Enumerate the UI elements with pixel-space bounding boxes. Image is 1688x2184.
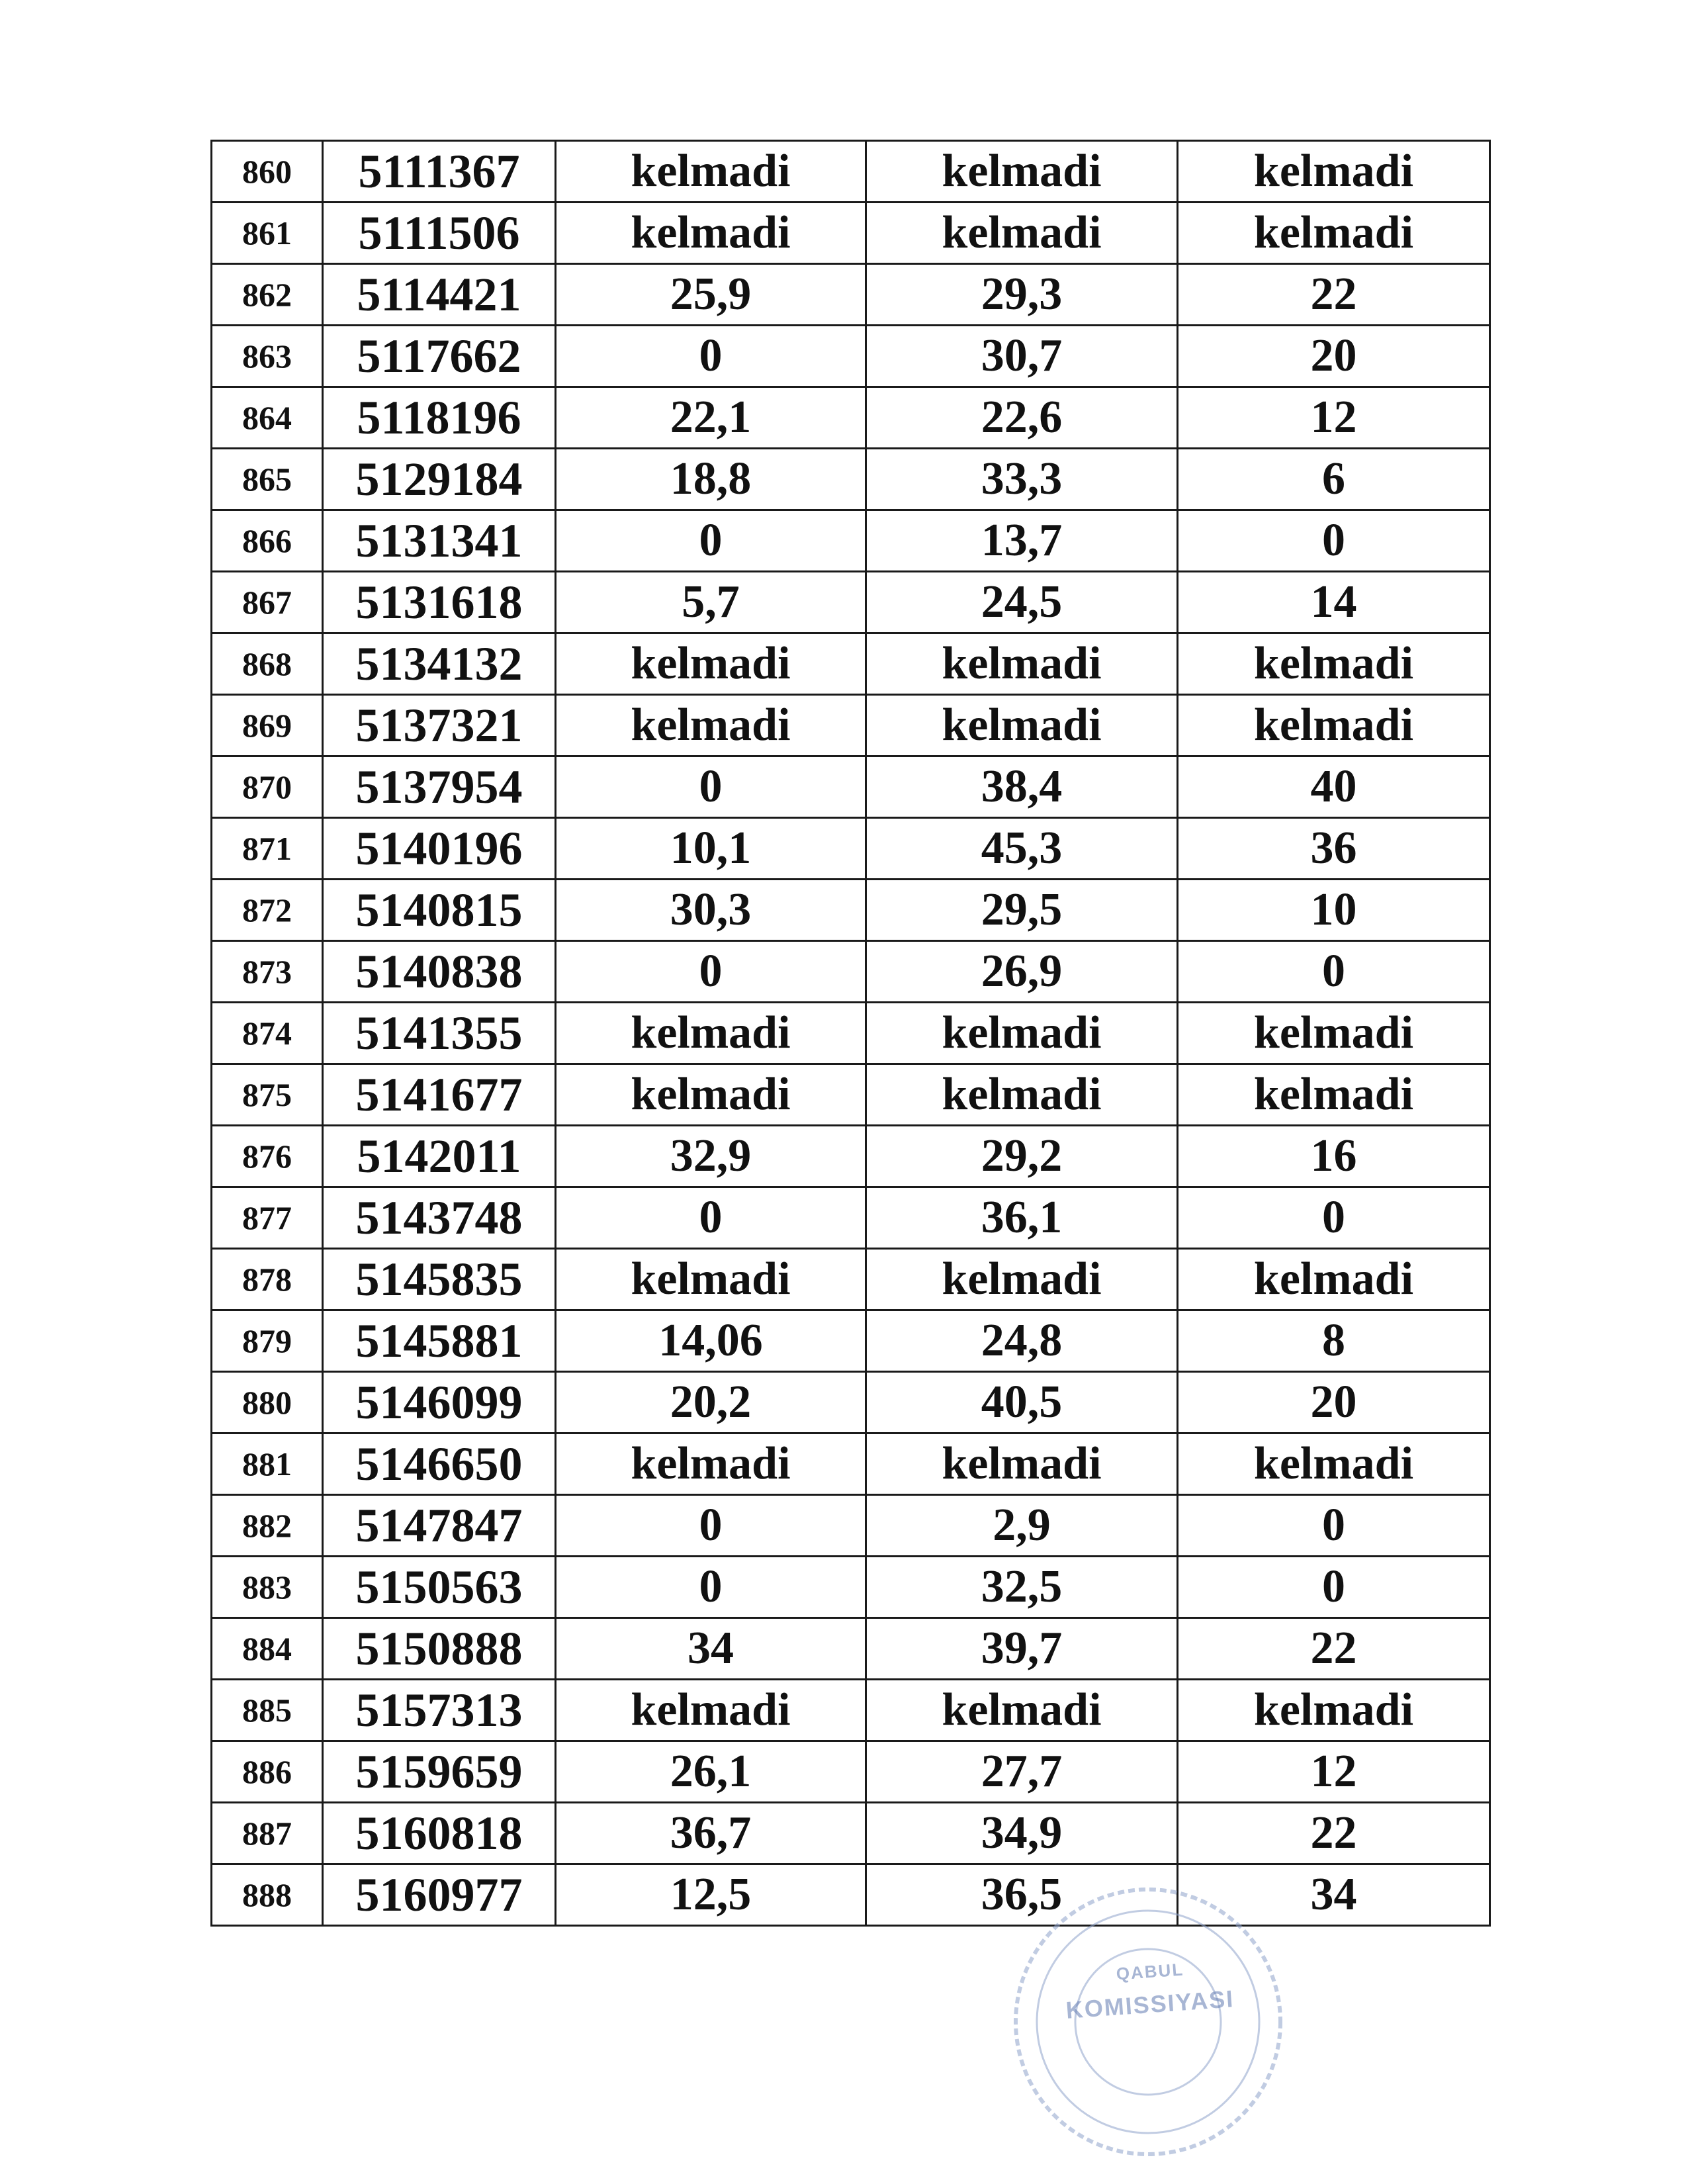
table-row (212, 1064, 1490, 1126)
table-row (212, 1249, 1490, 1310)
score-1-cell: 14,06 (556, 1310, 866, 1372)
table-row (212, 572, 1490, 633)
score-2-cell: 36,5 (866, 1864, 1178, 1926)
applicant-id-cell: 5134132 (323, 633, 556, 695)
row-number-cell: 888 (212, 1864, 323, 1926)
table-row (212, 633, 1490, 695)
row-number-cell: 870 (212, 756, 323, 818)
score-3-cell: kelmadi (1178, 633, 1490, 695)
table-row (212, 880, 1490, 941)
score-1-cell: 5,7 (556, 572, 866, 633)
score-1-cell: 0 (556, 510, 866, 572)
score-1-cell: 25,9 (556, 264, 866, 326)
score-3-cell: kelmadi (1178, 1249, 1490, 1310)
applicant-id-cell: 5147847 (323, 1495, 556, 1557)
score-3-cell: 36 (1178, 818, 1490, 880)
table-row (212, 1803, 1490, 1864)
applicant-id-cell: 5140815 (323, 880, 556, 941)
row-number-cell: 867 (212, 572, 323, 633)
row-number-cell: 862 (212, 264, 323, 326)
score-2-cell: kelmadi (866, 141, 1178, 203)
table-row (212, 1557, 1490, 1618)
score-1-cell: 34 (556, 1618, 866, 1680)
score-1-cell: 20,2 (556, 1372, 866, 1433)
score-3-cell: 22 (1178, 1803, 1490, 1864)
score-2-cell: 24,5 (866, 572, 1178, 633)
row-number-cell: 887 (212, 1803, 323, 1864)
row-number-cell: 879 (212, 1310, 323, 1372)
row-number-cell: 884 (212, 1618, 323, 1680)
score-1-cell: 32,9 (556, 1126, 866, 1187)
score-2-cell: 26,9 (866, 941, 1178, 1003)
row-number-cell: 863 (212, 326, 323, 387)
score-1-cell: 0 (556, 1187, 866, 1249)
applicant-id-cell: 5150563 (323, 1557, 556, 1618)
score-2-cell: 33,3 (866, 449, 1178, 510)
score-1-cell: 10,1 (556, 818, 866, 880)
score-2-cell: kelmadi (866, 633, 1178, 695)
score-1-cell: kelmadi (556, 633, 866, 695)
score-1-cell: kelmadi (556, 1003, 866, 1064)
score-2-cell: 24,8 (866, 1310, 1178, 1372)
score-3-cell: 20 (1178, 326, 1490, 387)
row-number-cell: 866 (212, 510, 323, 572)
score-2-cell: 22,6 (866, 387, 1178, 449)
applicant-id-cell: 5160977 (323, 1864, 556, 1926)
score-3-cell: 0 (1178, 510, 1490, 572)
applicant-id-cell: 5118196 (323, 387, 556, 449)
table-row (212, 1495, 1490, 1557)
score-1-cell: 0 (556, 941, 866, 1003)
row-number-cell: 869 (212, 695, 323, 756)
applicant-id-cell: 5137321 (323, 695, 556, 756)
commission-seal-stamp (1006, 1880, 1290, 2164)
table-row (212, 1741, 1490, 1803)
results-table (210, 140, 1491, 1927)
row-number-cell: 880 (212, 1372, 323, 1433)
table-row (212, 1618, 1490, 1680)
score-3-cell: 6 (1178, 449, 1490, 510)
applicant-id-cell: 5141355 (323, 1003, 556, 1064)
applicant-id-cell: 5114421 (323, 264, 556, 326)
table-row (212, 941, 1490, 1003)
row-number-cell: 885 (212, 1680, 323, 1741)
score-2-cell: 27,7 (866, 1741, 1178, 1803)
score-3-cell: kelmadi (1178, 1680, 1490, 1741)
row-number-cell: 860 (212, 141, 323, 203)
stamp-text-main: KOMISSIYASI (1065, 1985, 1235, 2024)
table-row (212, 141, 1490, 203)
applicant-id-cell: 5131341 (323, 510, 556, 572)
row-number-cell: 871 (212, 818, 323, 880)
applicant-id-cell: 5159659 (323, 1741, 556, 1803)
score-2-cell: kelmadi (866, 695, 1178, 756)
table-row (212, 1372, 1490, 1433)
score-3-cell: kelmadi (1178, 1003, 1490, 1064)
score-3-cell: 34 (1178, 1864, 1490, 1926)
score-1-cell: kelmadi (556, 1433, 866, 1495)
row-number-cell: 865 (212, 449, 323, 510)
score-1-cell: 26,1 (556, 1741, 866, 1803)
table-row (212, 264, 1490, 326)
score-1-cell: kelmadi (556, 1680, 866, 1741)
score-2-cell: 29,2 (866, 1126, 1178, 1187)
score-2-cell: kelmadi (866, 1249, 1178, 1310)
score-2-cell: kelmadi (866, 1064, 1178, 1126)
table-row (212, 1433, 1490, 1495)
applicant-id-cell: 5141677 (323, 1064, 556, 1126)
row-number-cell: 886 (212, 1741, 323, 1803)
score-1-cell: 0 (556, 1557, 866, 1618)
score-3-cell: 0 (1178, 1187, 1490, 1249)
row-number-cell: 873 (212, 941, 323, 1003)
applicant-id-cell: 5146650 (323, 1433, 556, 1495)
applicant-id-cell: 5111367 (323, 141, 556, 203)
score-1-cell: kelmadi (556, 1064, 866, 1126)
score-2-cell: 32,5 (866, 1557, 1178, 1618)
row-number-cell: 864 (212, 387, 323, 449)
score-2-cell: kelmadi (866, 1003, 1178, 1064)
score-1-cell: 22,1 (556, 387, 866, 449)
score-1-cell: kelmadi (556, 203, 866, 264)
table-row (212, 756, 1490, 818)
score-2-cell: 34,9 (866, 1803, 1178, 1864)
applicant-id-cell: 5160818 (323, 1803, 556, 1864)
row-number-cell: 883 (212, 1557, 323, 1618)
table-row (212, 1864, 1490, 1926)
applicant-id-cell: 5137954 (323, 756, 556, 818)
applicant-id-cell: 5145881 (323, 1310, 556, 1372)
score-2-cell: 45,3 (866, 818, 1178, 880)
score-3-cell: 14 (1178, 572, 1490, 633)
score-3-cell: 12 (1178, 1741, 1490, 1803)
applicant-id-cell: 5157313 (323, 1680, 556, 1741)
table-row (212, 695, 1490, 756)
row-number-cell: 882 (212, 1495, 323, 1557)
score-2-cell: 13,7 (866, 510, 1178, 572)
applicant-id-cell: 5131618 (323, 572, 556, 633)
score-3-cell: kelmadi (1178, 695, 1490, 756)
score-3-cell: 16 (1178, 1126, 1490, 1187)
score-2-cell: 40,5 (866, 1372, 1178, 1433)
row-number-cell: 868 (212, 633, 323, 695)
table-row (212, 387, 1490, 449)
score-3-cell: 12 (1178, 387, 1490, 449)
score-3-cell: kelmadi (1178, 1433, 1490, 1495)
table-row (212, 1003, 1490, 1064)
row-number-cell: 878 (212, 1249, 323, 1310)
score-1-cell: kelmadi (556, 1249, 866, 1310)
applicant-id-cell: 5150888 (323, 1618, 556, 1680)
score-1-cell: 30,3 (556, 880, 866, 941)
applicant-id-cell: 5111506 (323, 203, 556, 264)
score-2-cell: 2,9 (866, 1495, 1178, 1557)
score-3-cell: kelmadi (1178, 141, 1490, 203)
score-2-cell: kelmadi (866, 203, 1178, 264)
table-row (212, 818, 1490, 880)
score-3-cell: 20 (1178, 1372, 1490, 1433)
score-2-cell: 29,3 (866, 264, 1178, 326)
score-1-cell: 18,8 (556, 449, 866, 510)
row-number-cell: 875 (212, 1064, 323, 1126)
score-3-cell: kelmadi (1178, 1064, 1490, 1126)
row-number-cell: 874 (212, 1003, 323, 1064)
table-row (212, 449, 1490, 510)
table-row (212, 1187, 1490, 1249)
results-table-body (212, 141, 1490, 1926)
score-2-cell: 30,7 (866, 326, 1178, 387)
table-row (212, 510, 1490, 572)
score-3-cell: 40 (1178, 756, 1490, 818)
score-3-cell: 22 (1178, 264, 1490, 326)
applicant-id-cell: 5117662 (323, 326, 556, 387)
row-number-cell: 876 (212, 1126, 323, 1187)
score-1-cell: kelmadi (556, 141, 866, 203)
table-row (212, 1310, 1490, 1372)
applicant-id-cell: 5143748 (323, 1187, 556, 1249)
table-row (212, 203, 1490, 264)
score-3-cell: 10 (1178, 880, 1490, 941)
score-1-cell: 0 (556, 756, 866, 818)
score-1-cell: kelmadi (556, 695, 866, 756)
score-2-cell: 29,5 (866, 880, 1178, 941)
score-3-cell: 0 (1178, 941, 1490, 1003)
applicant-id-cell: 5145835 (323, 1249, 556, 1310)
stamp-text-top: QABUL (1115, 1959, 1185, 1984)
applicant-id-cell: 5142011 (323, 1126, 556, 1187)
score-2-cell: 38,4 (866, 756, 1178, 818)
applicant-id-cell: 5140838 (323, 941, 556, 1003)
row-number-cell: 877 (212, 1187, 323, 1249)
score-1-cell: 36,7 (556, 1803, 866, 1864)
score-3-cell: 22 (1178, 1618, 1490, 1680)
row-number-cell: 861 (212, 203, 323, 264)
score-3-cell: 0 (1178, 1557, 1490, 1618)
score-3-cell: 0 (1178, 1495, 1490, 1557)
score-1-cell: 0 (556, 1495, 866, 1557)
table-row (212, 1680, 1490, 1741)
applicant-id-cell: 5140196 (323, 818, 556, 880)
score-2-cell: 36,1 (866, 1187, 1178, 1249)
row-number-cell: 872 (212, 880, 323, 941)
row-number-cell: 881 (212, 1433, 323, 1495)
applicant-id-cell: 5146099 (323, 1372, 556, 1433)
score-3-cell: 8 (1178, 1310, 1490, 1372)
table-row (212, 326, 1490, 387)
score-3-cell: kelmadi (1178, 203, 1490, 264)
applicant-id-cell: 5129184 (323, 449, 556, 510)
score-1-cell: 0 (556, 326, 866, 387)
score-2-cell: kelmadi (866, 1433, 1178, 1495)
table-row (212, 1126, 1490, 1187)
score-2-cell: kelmadi (866, 1680, 1178, 1741)
score-1-cell: 12,5 (556, 1864, 866, 1926)
score-2-cell: 39,7 (866, 1618, 1178, 1680)
